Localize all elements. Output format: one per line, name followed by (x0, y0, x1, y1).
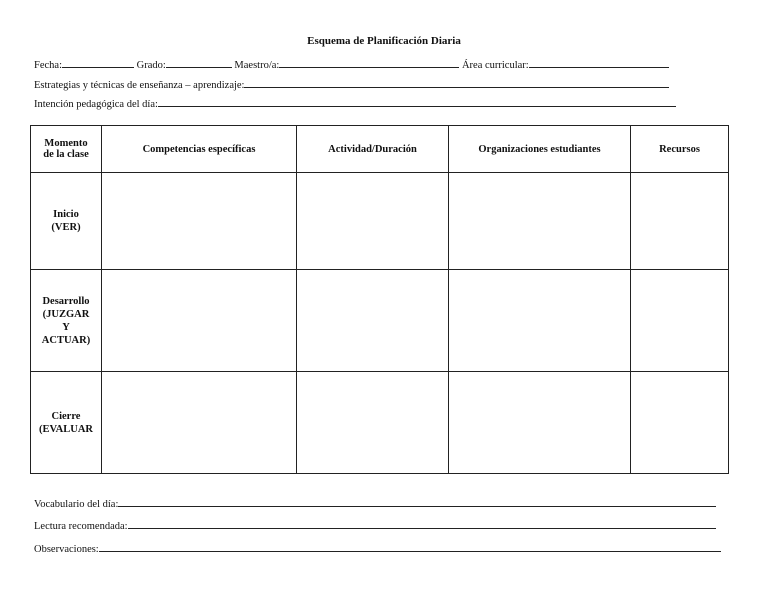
table-row (31, 270, 729, 372)
footer-line-vocabulario (34, 496, 716, 512)
page-title: Esquema de Planificación Diaria (307, 35, 461, 47)
cell-actividad-inicio[interactable] (297, 173, 449, 270)
cell-competencias-inicio[interactable] (102, 173, 297, 270)
fecha-field[interactable] (62, 57, 134, 68)
vocabulario-label: Vocabulario del día: (34, 499, 119, 510)
area-label: Área curricular: (461, 60, 529, 71)
intencion-label: Intención pedagógica del día: (34, 99, 158, 110)
cell-actividad-cierre[interactable] (297, 372, 449, 474)
vocabulario-field[interactable] (118, 496, 716, 507)
observaciones-field[interactable] (99, 541, 721, 552)
planning-table (30, 125, 729, 474)
cell-recursos-cierre[interactable] (631, 372, 729, 474)
cell-organizaciones-inicio[interactable] (449, 173, 631, 270)
cell-organizaciones-desarrollo[interactable] (449, 270, 631, 372)
area-field[interactable] (529, 57, 669, 68)
lectura-field[interactable] (128, 518, 716, 529)
col-header-competencias: Competencias específicas (102, 126, 297, 173)
cell-competencias-desarrollo[interactable] (102, 270, 297, 372)
cell-recursos-desarrollo[interactable] (631, 270, 729, 372)
observaciones-label: Observaciones: (34, 544, 99, 555)
table-row (31, 173, 729, 270)
col-header-recursos: Recursos (631, 126, 729, 173)
fecha-label: Fecha: (34, 60, 62, 71)
cell-actividad-desarrollo[interactable] (297, 270, 449, 372)
table-header-row (31, 126, 729, 173)
header-line-1 (34, 57, 669, 73)
header-line-2 (34, 77, 669, 93)
footer-line-lectura (34, 518, 716, 534)
intencion-field[interactable] (158, 96, 676, 107)
col-header-momento: Momento de la clase (31, 126, 102, 173)
cell-recursos-inicio[interactable] (631, 173, 729, 270)
maestro-label: Maestro/a: (234, 60, 280, 71)
estrategias-label: Estrategias y técnicas de enseñanza – aprendizaje: (34, 80, 245, 91)
cell-organizaciones-cierre[interactable] (449, 372, 631, 474)
col-header-actividad: Actividad/Duración (297, 126, 449, 173)
col-header-organizaciones: Organizaciones estudiantes (449, 126, 631, 173)
cell-competencias-cierre[interactable] (102, 372, 297, 474)
row-label-desarrollo: Desarrollo (JUZGAR Y ACTUAR) (31, 270, 102, 372)
grado-label: Grado: (136, 60, 166, 71)
lectura-label: Lectura recomendada: (34, 521, 128, 532)
row-label-cierre: Cierre (EVALUAR (31, 372, 102, 474)
table-row (31, 372, 729, 474)
footer-line-observaciones (34, 541, 721, 557)
estrategias-field[interactable] (244, 77, 669, 88)
header-line-3 (34, 96, 676, 112)
grado-field[interactable] (166, 57, 232, 68)
maestro-field[interactable] (279, 57, 459, 68)
row-label-inicio: Inicio (VER) (31, 173, 102, 270)
